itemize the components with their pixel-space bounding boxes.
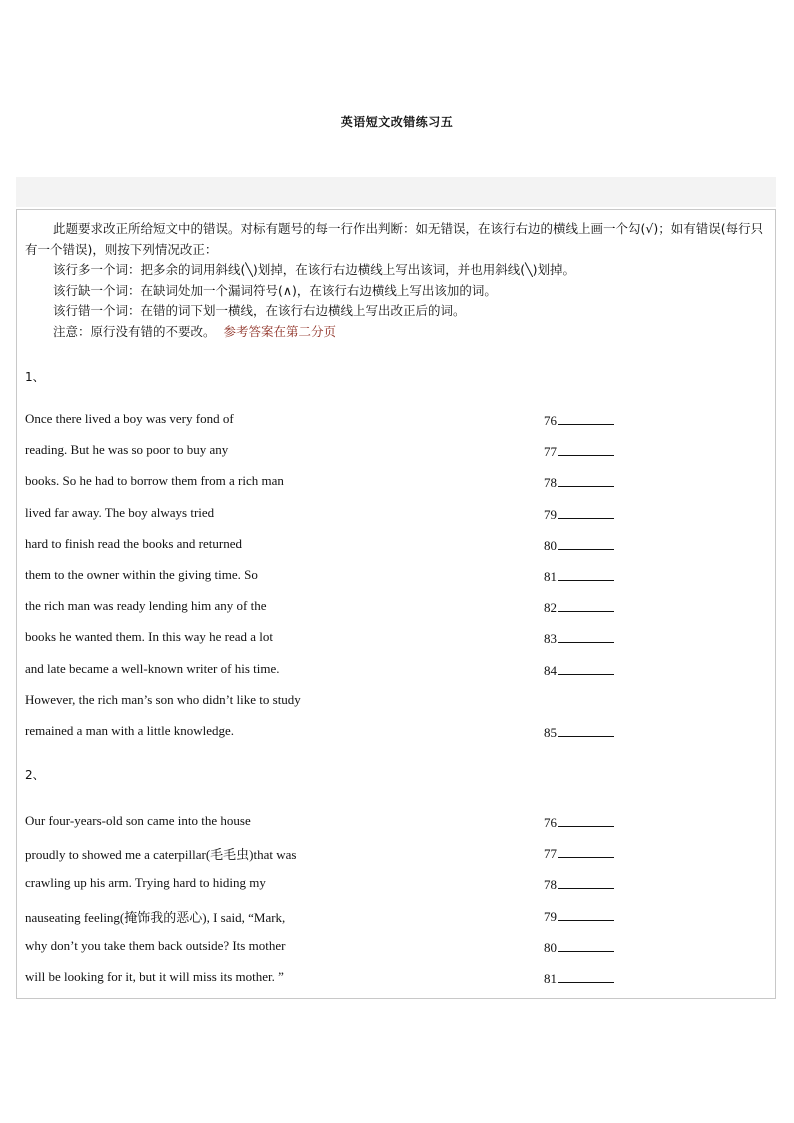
answer-slot[interactable] — [544, 473, 614, 491]
answer-blank[interactable] — [558, 969, 614, 983]
answer-slot[interactable] — [544, 442, 614, 460]
answer-slot[interactable] — [544, 938, 614, 956]
line-number: 76 — [544, 413, 557, 428]
line-number: 81 — [544, 971, 557, 986]
line-text: nauseating feeling(掩饰我的恶心), I said, “Mark, — [25, 909, 286, 925]
line-text: and late became a well-known writer of his time. — [25, 660, 280, 676]
line-text: will be looking for it, but it will miss its mother. ” — [25, 969, 284, 984]
line-number: 77 — [544, 846, 557, 862]
line-text: hard to finish read the books and returned — [25, 535, 242, 551]
line-text: Our four-years-old son came into the house — [25, 813, 251, 828]
line-number: 77 — [544, 444, 557, 460]
line-number: 78 — [544, 877, 557, 893]
exercise-box — [16, 209, 776, 999]
answer-slot[interactable] — [544, 536, 614, 554]
answer-slot[interactable] — [544, 598, 614, 616]
instruction-missing-word: 该行缺一个词：在缺词处加一个漏词符号(∧)，在该行右边横线上写出该加的词。 — [53, 282, 497, 298]
line-number: 82 — [544, 600, 557, 616]
answer-blank[interactable] — [558, 536, 614, 550]
exercise-line — [25, 567, 769, 587]
answer-blank[interactable] — [558, 411, 614, 425]
answer-blank[interactable] — [558, 813, 614, 827]
line-text: lived far away. The boy always tried — [25, 504, 215, 520]
line-text: books. So he had to borrow them from a rich man — [25, 473, 284, 489]
answer-blank[interactable] — [558, 473, 614, 487]
exercise-line — [25, 907, 769, 927]
exercise-line — [25, 629, 769, 649]
line-text: remained a man with a little knowledge. — [25, 723, 235, 738]
line-number: 76 — [544, 815, 557, 830]
answer-slot[interactable] — [544, 844, 614, 862]
answer-blank[interactable] — [558, 442, 614, 456]
answer-slot[interactable] — [544, 629, 614, 647]
exercise-line — [25, 723, 769, 743]
answer-blank[interactable] — [558, 629, 614, 643]
section-1-label: 1、 — [25, 370, 45, 384]
line-text: crawling up his arm. Trying hard to hiding my — [25, 875, 266, 891]
exercise-line — [25, 473, 769, 493]
instruction-wrong-word: 该行错一个词：在错的词下划一横线，在该行右边横线上写出改正后的词。 — [53, 303, 466, 318]
exercise-line — [25, 875, 769, 895]
answer-slot[interactable] — [544, 411, 614, 429]
instruction-intro: 此题要求改正所给短文中的错误。对标有题号的每一行作出判断：如无错误，在该行右边的横线上画一个勾(√)；如有错误(每行只有一个错误)，则按下列情况改正： — [25, 221, 764, 257]
line-number: 80 — [544, 537, 557, 553]
exercise-line — [25, 661, 769, 681]
line-text: why don’t you take them back outside? Its mother — [25, 937, 286, 953]
answer-blank[interactable] — [558, 938, 614, 952]
answer-blank[interactable] — [558, 505, 614, 519]
answer-slot[interactable] — [544, 875, 614, 893]
line-number: 83 — [544, 631, 557, 647]
instruction-note — [25, 322, 769, 343]
answer-blank[interactable] — [558, 723, 614, 737]
exercise-line — [25, 536, 769, 556]
line-number: 84 — [544, 662, 557, 678]
answer-slot[interactable] — [544, 723, 614, 741]
exercise-line — [25, 813, 769, 833]
exercise-line — [25, 442, 769, 462]
header-bar — [16, 177, 776, 207]
line-text: reading. But he was so poor to buy any — [25, 442, 229, 458]
answer-slot[interactable] — [544, 907, 614, 925]
line-number: 80 — [544, 939, 557, 955]
exercise-line — [25, 692, 769, 712]
answer-slot[interactable] — [544, 505, 614, 523]
line-text: proudly to showed me a caterpillar(毛毛虫)that was — [25, 847, 297, 863]
answer-slot[interactable] — [544, 969, 614, 987]
answer-reference-link[interactable]: 参考答案在第二分页 — [223, 323, 336, 339]
exercise-line — [25, 505, 769, 525]
exercise-line — [25, 411, 769, 431]
line-text: them to the owner within the giving time. So — [25, 567, 258, 582]
line-number: 78 — [544, 475, 557, 491]
line-text: books he wanted them. In this way he read a lot — [25, 629, 274, 645]
note-text: 注意：原行没有错的不要改。 — [53, 323, 216, 339]
section-2-label: 2、 — [25, 768, 45, 782]
answer-slot[interactable] — [544, 567, 614, 585]
line-text: the rich man was ready lending him any of the — [25, 598, 267, 614]
line-number: 81 — [544, 569, 557, 584]
line-number: 85 — [544, 725, 557, 740]
line-number: 79 — [544, 908, 557, 924]
answer-blank[interactable] — [558, 875, 614, 889]
line-number: 79 — [544, 506, 557, 522]
answer-blank[interactable] — [558, 907, 614, 921]
answer-blank[interactable] — [558, 598, 614, 612]
exercise-line — [25, 598, 769, 618]
exercise-line — [25, 938, 769, 958]
answer-blank[interactable] — [558, 661, 614, 675]
answer-slot[interactable] — [544, 661, 614, 679]
exercise-line — [25, 969, 769, 989]
exercise-line — [25, 844, 769, 864]
page-title: 英语短文改错练习五 — [340, 115, 454, 129]
answer-blank[interactable] — [558, 844, 614, 858]
answer-slot[interactable] — [544, 813, 614, 831]
instruction-extra-word: 该行多一个词：把多余的词用斜线(╲)划掉，在该行右边横线上写出该词，并也用斜线(╲)划掉。 — [53, 262, 576, 277]
line-text: However, the rich man’s son who didn’t like to study — [25, 691, 301, 707]
answer-blank[interactable] — [558, 567, 614, 581]
line-text: Once there lived a boy was very fond of — [25, 411, 234, 426]
instructions — [25, 219, 769, 342]
